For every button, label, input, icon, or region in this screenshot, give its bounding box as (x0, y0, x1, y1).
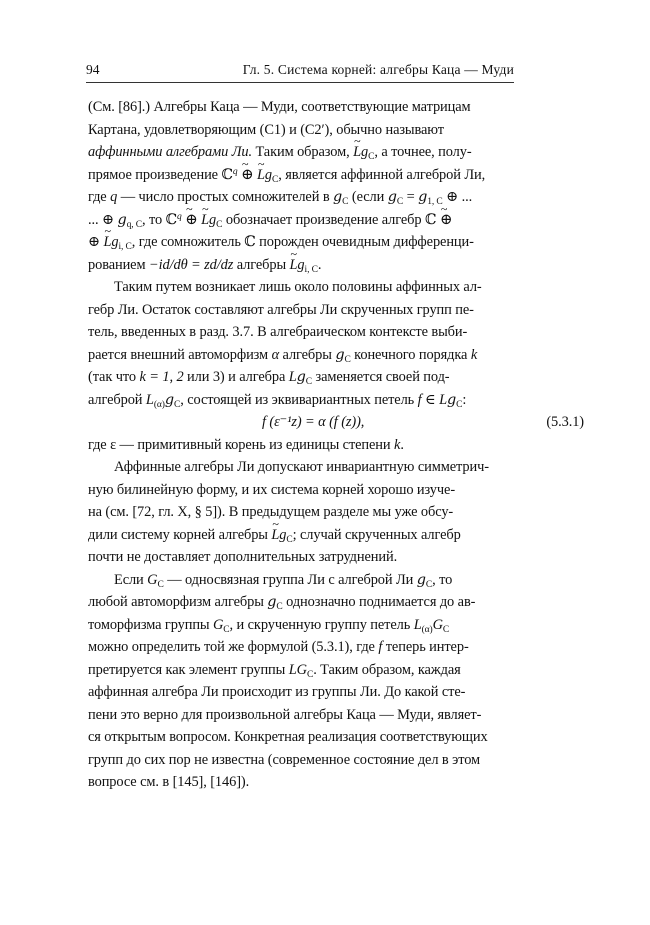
text-line: (См. [86].) Алгебры Каца — Муди, соответствующие матрицам (88, 99, 471, 115)
text-line: (так что k = 1, 2 или 3) и алгебра $Lg_C$ заменяется своей под- (88, 369, 450, 387)
text-line: рается внешний автоморфизм α алгебры $g_C$ конечного порядка k (88, 346, 478, 365)
text-line: гебр Ли. Остаток составляют алгебры Ли скрученных групп пе- (88, 301, 474, 318)
text-line: томорфизма группы $G_C$, и скрученную группу петель $L_{(\alpha)}G_C$ (88, 616, 450, 635)
text-line: Если $G_C$ — односвязная группа Ли с алгеброй Ли $g_C$, то (114, 571, 453, 590)
equation-5-3-1 (88, 411, 598, 434)
text-line: Аффинные алгебры Ли допускают инвариантную симметрич- (114, 459, 489, 475)
page-header (86, 62, 514, 80)
text-line: вопросе см. в [145], [146]). (88, 774, 250, 790)
text-line: можно определить той же формулой (5.3.1), где f теперь интер- (88, 639, 469, 655)
text-line: аффинная алгебра Ли происходит из группы Ли. До какой сте- (88, 684, 466, 700)
text-line: почти не доставляет дополнительных затруднений. (88, 549, 398, 565)
text-line: на (см. [72, гл. X, § 5]). В предыдущем разделе мы уже обсу- (88, 504, 454, 520)
text-line: аффинными алгебрами Ли. Таким образом, ~ $Lg_C$, а точнее, полу- (88, 141, 598, 164)
text-line: где q — число простых сомножителей в $g_C$ (если $g_C = g_{1, C}$ ⊕ ... (88, 189, 473, 207)
text-line: ... ⊕ $g_{q, C}$, то ℂ$^q$ ~ ⊕ ~ $Lg_C$ обозначает произведение алгебр ℂ ~ ⊕ (88, 209, 598, 232)
text-line: где ε — примитивный корень из единицы степени k. (88, 436, 404, 453)
text-line: дили систему корней алгебры ~ $Lg_C$; случай скрученных алгебр (88, 524, 598, 547)
text-line: Таким путем возникает лишь около половины аффинных ал- (114, 279, 482, 295)
page-body (88, 96, 598, 794)
equation-number: (5.3.1) (546, 414, 584, 430)
text-line: рованием −id/dθ = zd/dz алгебры ~ $Lg_{i, C}$. (88, 254, 598, 277)
running-title: Гл. 5. Система корней: алгебры Каца — Муди (242, 62, 514, 77)
text-line: претируется как элемент группы $LG_C$. Таким образом, каждая (88, 661, 461, 680)
text-line: прямое произведение ℂ$^q$ ~ ⊕ ~ $Lg_C$, является аффинной алгеброй Ли, (88, 164, 598, 187)
text-line: ся открытым вопросом. Конкретная реализация соответствующих (88, 729, 488, 745)
text-line: тель, введенных в разд. 3.7. В алгебраическом контексте выби- (88, 324, 468, 340)
text-line: групп до сих пор не известна (современное состояние дел в этом (88, 751, 481, 768)
text-line: Картана, удовлетворяющим (С1) и (С2′), обычно называют (88, 121, 444, 138)
page-number: 94 (86, 62, 100, 77)
text-line: ную билинейную форму, и их система корней хорошо изуче- (88, 481, 456, 498)
text-line: пени это верно для произвольной алгебры Каца — Муди, являет- (88, 706, 482, 723)
header-rule (86, 82, 514, 83)
text-line: ⊕ ~ $Lg_{i, C}$, где сомножитель ℂ порожден очевидным дифференци- (88, 231, 598, 254)
text-line: любой автоморфизм алгебры $g_C$ однозначно поднимается до ав- (88, 594, 476, 612)
text-line: алгеброй $L_{(\alpha)}g_C$, состоящей из эквивариантных петель f ∈ $Lg_C$: (88, 391, 467, 410)
equation-formula: f (ε⁻¹z) = α (f (z)), (262, 414, 365, 430)
